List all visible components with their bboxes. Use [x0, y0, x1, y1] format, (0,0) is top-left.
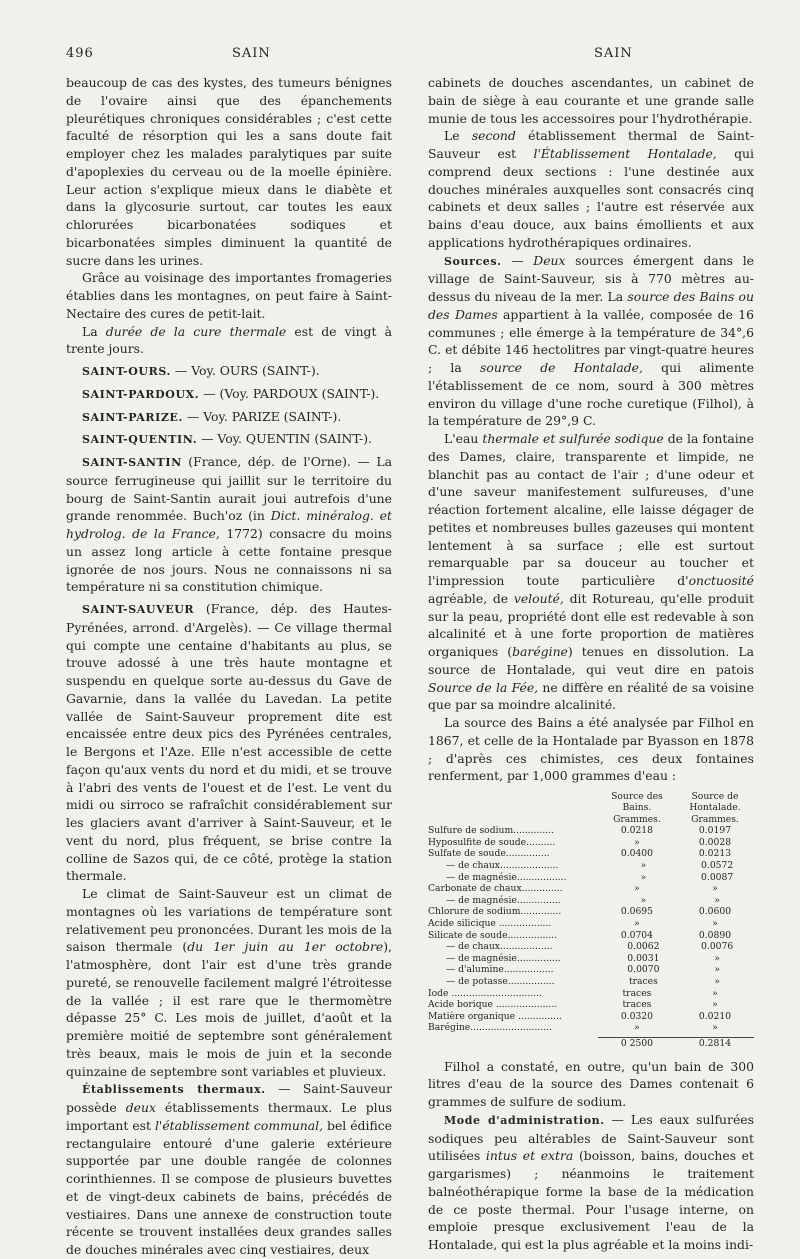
- table-row: [428, 848, 754, 860]
- entry-saint-santin: SAINT-SANTIN (France, dép. de l'Orne). — La source ferrugineuse qui jaillit sur le territoire du bourg de Saint-Santin aurait joui autrefois d'une grande renommée. Buch'oz (in Dict. minéralog. et hydrolog. de la France, 1772) consacre du moins un assez long article à cette fontaine presque ignorée de nos jours. Nous ne connaissons ni sa température ni sa constitution chimique.: [66, 454, 392, 595]
- table-cell-name: Silicate de soude.................: [428, 929, 558, 941]
- table-cell-hontalade: »: [712, 999, 718, 1011]
- table-cell-bains: »: [640, 860, 647, 871]
- table-cell-hontalade: »: [712, 1022, 718, 1034]
- table-cell-name: — de chaux..................: [446, 941, 553, 953]
- table-cell-name: — de magnésie.................: [446, 871, 567, 883]
- page-number: 496: [66, 46, 94, 61]
- table-cell-name: — de potasse................: [446, 975, 555, 987]
- table-total-row: [428, 1037, 754, 1050]
- table-cell-name: Acide silicique ..................: [428, 917, 552, 929]
- table-cell-hontalade: 0.0890: [698, 929, 732, 941]
- table-cell-name: Sulfure de sodium..............: [428, 825, 555, 837]
- paragraph: L'eau thermale et sulfurée sodique de la fontaine des Dames, claire, transparente et limpide, ne blanchit pas au contact de l'air ; d'une odeur et d'une saveur manifestement sulfureuses, d'une réaction fortement alcaline, elle laisse dégager de petites et nombreuses bulles gazeuses qui montent lentement à sa surface ; elle est surtout remarquable par sa douceur au toucher et l'impression toute particulière d'onctuosité agréable, de velouté, dit Rotureau, qu'elle produit sur la peau, propriété dont elle est redevable à son alcalinité et à une forte proportion de matières organiques (barégine) tenues en dissolution. La source de Hontalade, qui veut dire en patois Source de la Fée, ne diffère en réalité de sa voisine que par sa moindre alcalinité.: [428, 431, 754, 713]
- table-cell-name: Iode ...............................: [428, 987, 542, 999]
- paragraph: Établissements thermaux. — Saint-Sauveur possède deux établissements thermaux. Le plus important est l'établissement communal, bel édifice rectangulaire entouré d'une galerie extérieure supportée par une double rangée de colonnes corinthiennes. Il se compose de plusieurs buvettes et de vingt-deux cabinets de bains, précédés de vestiaires. Dans une annexe de construction toute récente se trouvent installées deux grandes salles de douches minérales avec cinq vestiaires, deux: [66, 1081, 392, 1257]
- table-row: [428, 872, 754, 884]
- table-cell-bains: 0.0400: [620, 848, 653, 860]
- table-cell-hontalade: 0.0087: [701, 871, 734, 883]
- table-cell-bains: »: [634, 1022, 640, 1034]
- table-row: [428, 964, 754, 976]
- entry-saint-parize: SAINT-PARIZE. — Voy. PARIZE (SAINT-).: [82, 408, 342, 424]
- paragraph: La durée de la cure thermale est de vingt à trente jours.: [66, 323, 392, 357]
- table-cell-bains: 0.0218: [620, 825, 653, 837]
- table-cell-name: Carbonate de chaux..............: [428, 883, 563, 895]
- table-cell-hontalade: »: [712, 917, 718, 929]
- table-cell-name: Matière organique ...............: [428, 1010, 562, 1022]
- table-row: [428, 906, 754, 918]
- table-cell-name: — de magnésie...............: [446, 952, 561, 964]
- table-cell-bains: 0.0320: [620, 1010, 653, 1022]
- table-cell-hontalade: »: [714, 952, 720, 964]
- table-cell-hontalade: 0.0076: [701, 941, 734, 953]
- table-cell-bains: »: [634, 883, 640, 895]
- table-cell-name: — de magnésie...............: [446, 894, 561, 906]
- table-row: [428, 953, 754, 965]
- table-cell-bains: traces: [622, 999, 652, 1011]
- paragraph: beaucoup de cas des kystes, des tumeurs bénignes de l'ovaire ainsi que des épanchements pleurétiques chroniques considérables ; c'est cette faculté de résorption qui les a sans doute fait employer chez les malades paralytiques par suite d'apoplexies du cerveau ou de la moelle épinière. Leur action s'explique mieux dans le diabète et dans la glycosurie surtout, car toutes les eaux chlorurées bicarbonatées sodiques et bicarbonatées simples diminuent la quantité de sucre dans les urines.: [66, 75, 392, 268]
- table-cell-hontalade: »: [714, 975, 720, 987]
- table-cell-bains: 0.0695: [620, 906, 653, 918]
- entry-saint-sauveur: SAINT-SAUVEUR (France, dép. des Hautes-Pyrénées, arrond. d'Argelès). — Ce village thermal qui compte une centaine d'habitants au plus, se trouve adossé à une très haute montagne et suspendu en quelque sorte au-dessus du Gave de Gavarnie, dans la vallée du Lavedan. La petite vallée de Saint-Sauveur proprement dite est encaissée entre deux pics des Pyrénées centrales, le Bergons et l'Aze. Elle n'est accessible de cette façon qu'aux vents du nord et du midi, et se trouve à l'abri des vents de l'ouest et de l'est. Le vent du midi ou sirroco se rafraîchit considérablement sur les glaciers avant d'arriver à Saint-Sauveur, et le vent du nord, plus fréquent, se brise contre la colline de Sazos qui, de ce côté, protège la station thermale.: [66, 601, 392, 884]
- table-row: [428, 883, 754, 895]
- table-cell-bains: traces: [622, 987, 652, 999]
- table-row: [428, 918, 754, 930]
- table-row: [428, 988, 754, 1000]
- table-row: [428, 930, 754, 942]
- table-row: [428, 895, 754, 907]
- entry-saint-pardoux: SAINT-PARDOUX. — (Voy. PARDOUX (SAINT-).: [82, 385, 380, 401]
- table-cell-bains: 0.0704: [620, 929, 653, 941]
- table-cell-bains: 0.0031: [627, 952, 660, 964]
- table-cell-hontalade: 0.0028: [698, 836, 732, 848]
- left-column: [66, 74, 392, 1259]
- column-header-bains: Source des Bains. Grammes.: [611, 791, 663, 825]
- table-row: [428, 860, 754, 872]
- table-cell-bains: 0.0062: [627, 941, 660, 953]
- table-row: [428, 1022, 754, 1034]
- running-head-right: SAIN: [594, 46, 633, 61]
- table-row: [428, 999, 754, 1011]
- running-head-left: SAIN: [232, 46, 271, 61]
- right-column: [428, 74, 754, 1254]
- table-cell-hontalade: 0.0213: [698, 848, 732, 860]
- table-cell-name: Chlorure de sodium..............: [428, 906, 562, 918]
- table-row: [428, 941, 754, 953]
- table-row: [428, 976, 754, 988]
- table-cell-hontalade: »: [714, 964, 720, 976]
- table-cell-name: Hyposulfite de soude..........: [428, 836, 556, 848]
- paragraph: cabinets de douches ascendantes, un cabinet de bain de siège à eau courante et une grande salle munie de tous les accessoires pour l'hydrothérapie.: [428, 75, 754, 126]
- column-header-hontalade: Source de Hontalade. Grammes.: [689, 791, 741, 825]
- paragraph: Sources. — Deux sources émergent dans le village de Saint-Sauveur, sis à 770 mètres au-dessus du niveau de la mer. La source des Bains ou des Dames appartient à la vallée, composée de 16 communes ; elle émerge à la température de 34°,6 C. et débite 146 hectolitres par vingt-quatre heures ; la source de Hontalade, qui alimente l'établissement de ce nom, sourd à 300 mètres environ du village d'une roche curetique (Filhol), à la température de 29°,9 C.: [428, 252, 754, 429]
- paragraph: La source des Bains a été analysée par Filhol en 1867, et celle de la Hontalade par Byasson en 1878 ; d'après ces chimistes, ces deux fontaines renferment, par 1,000 grammes d'eau :: [428, 715, 754, 784]
- table-cell-hontalade: 0.0197: [698, 825, 732, 837]
- paragraph: Grâce au voisinage des importantes fromageries établies dans les montagnes, on peut faire à Saint-Nectaire des cures de petit-lait.: [66, 270, 392, 321]
- table-cell-hontalade: »: [714, 894, 720, 906]
- table-cell-hontalade: 0.0210: [698, 1010, 732, 1022]
- entry-saint-ours: SAINT-OURS. — Voy. OURS (SAINT-).: [82, 363, 320, 378]
- analysis-table: [428, 791, 754, 1050]
- table-cell-hontalade: »: [712, 987, 718, 999]
- table-cell-name: — de chaux....................: [446, 860, 559, 871]
- table-cell-hontalade: 0.0600: [698, 906, 732, 918]
- table-cell-name: Barégine............................: [428, 1022, 553, 1034]
- table-cell-hontalade: »: [712, 883, 718, 895]
- paragraph: Le climat de Saint-Sauveur est un climat de montagnes où les variations de température sont relativement peu prononcées. Durant les mois de la saison thermale (du 1er juin au 1er octobre), l'atmosphère, dont l'air est d'une très grande pureté, se renouvelle facilement malgré l'étroitesse de la vallée ; il est rare que le thermomètre dépasse 25° C. Les mois de juillet, d'août et la première moitié de septembre sont généralement très beaux, mais le mois de juin et la seconde quinzaine de septembre sont variables et pluvieux.: [66, 886, 392, 1079]
- table-cell-bains: »: [634, 836, 640, 848]
- table-cell-bains: traces: [628, 975, 658, 987]
- table-cell-name: Sulfate de soude...............: [428, 848, 550, 860]
- table-cell-bains: »: [640, 894, 647, 906]
- paragraph: Le second établissement thermal de Saint-Sauveur est l'Établissement Hontalade, qui comprend deux sections : l'une destinée aux douches minérales auxquelles sont consacrés cinq cabinets et deux salles ; l'autre est réservée aux bains d'eau douce, aux bains émollients et aux applications hydrothérapiques ordinaires.: [428, 128, 755, 250]
- table-cell-hontalade: 0.0572: [701, 860, 734, 871]
- table-body: [428, 825, 754, 1034]
- table-row: [428, 837, 754, 849]
- table-cell-bains: »: [634, 917, 640, 929]
- paragraph: Filhol a constaté, en outre, qu'un bain de 300 litres d'eau de la source des Dames contenait 6 grammes de sulfure de sodium.: [428, 1058, 754, 1109]
- table-total: 0.2814: [676, 1037, 754, 1050]
- table-header: [428, 791, 754, 825]
- table-cell-bains: »: [640, 871, 647, 883]
- table-total: 0 2500: [598, 1037, 676, 1050]
- table-row: [428, 825, 754, 837]
- paragraph: Mode d'administration. — Les eaux sulfurées sodiques peu altérables de Saint-Sauveur sont utilisées intus et extra (boisson, bains, douches et gargarismes) ; néanmoins le traitement balnéothérapique forme la base de la médication de ce poste thermal. Pour l'usage interne, on emploie presque exclusivement l'eau de la Hontalade, qui est la plus agréable et la moins indi-: [428, 1111, 754, 1252]
- table-cell-name: — d'alumine.................: [446, 964, 554, 976]
- table-row: [428, 1011, 754, 1023]
- entry-saint-quentin: SAINT-QUENTIN. — Voy. QUENTIN (SAINT-).: [82, 431, 372, 447]
- table-cell-bains: 0.0070: [627, 964, 660, 976]
- table-cell-name: Acide borique .....................: [428, 999, 558, 1011]
